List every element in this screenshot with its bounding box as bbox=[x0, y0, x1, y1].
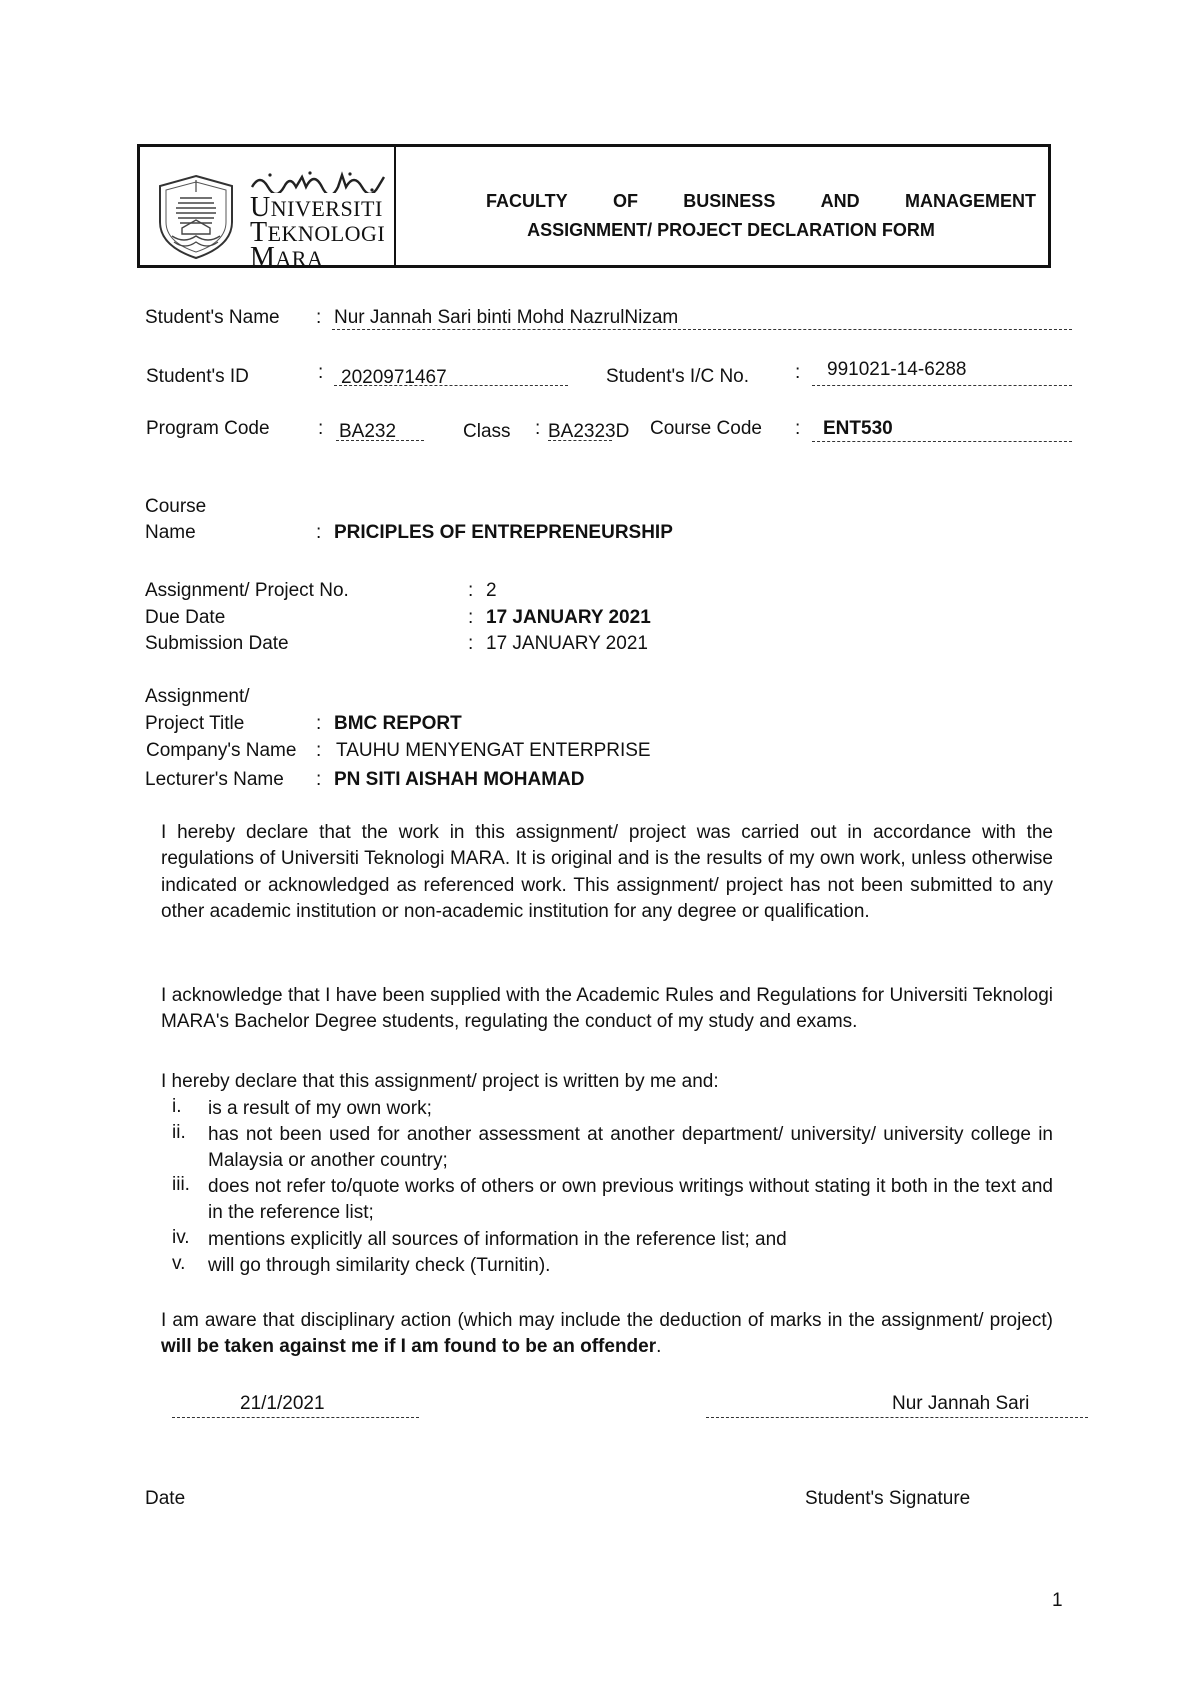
class-line bbox=[548, 440, 612, 441]
logo-line-2: TEKNOLOGI bbox=[250, 217, 386, 248]
student-id-value: 2020971467 bbox=[341, 367, 447, 388]
faculty-word: BUSINESS bbox=[683, 191, 776, 211]
paragraph-4-start: I am aware that disciplinary action (which may include the deduction of marks in the assignment/ project) bbox=[161, 1310, 1053, 1331]
course-code-label: Course Code bbox=[650, 418, 762, 439]
course-code-value: ENT530 bbox=[823, 418, 893, 439]
faculty-word: FACULTY bbox=[486, 191, 568, 211]
list-text: is a result of my own work; bbox=[208, 1098, 432, 1119]
submission-date-value: 17 JANUARY 2021 bbox=[486, 633, 648, 654]
declaration-paragraph-2: I acknowledge that I have been supplied with the Academic Rules and Regulations for Universiti Teknologi MARA's Bachelor Degree students, regulating the conduct of my study and exams. bbox=[161, 985, 1053, 1033]
uitm-crest-icon bbox=[154, 172, 238, 262]
form-title: ASSIGNMENT/ PROJECT DECLARATION FORM bbox=[527, 220, 935, 240]
assignment-no-value: 2 bbox=[486, 580, 497, 601]
class-value: BA2323D bbox=[548, 421, 630, 442]
student-ic-line bbox=[812, 385, 1072, 386]
course-name-label-line1: Course bbox=[145, 496, 207, 517]
student-id-line bbox=[334, 385, 568, 386]
declaration-paragraph-4 bbox=[161, 1308, 1053, 1361]
program-code-line bbox=[336, 440, 424, 441]
list-number: iii. bbox=[172, 1174, 190, 1195]
faculty-word: MANAGEMENT bbox=[904, 191, 1036, 211]
list-text: will go through similarity check (Turnitin). bbox=[208, 1255, 551, 1276]
faculty-title bbox=[486, 191, 1036, 241]
due-date-label: Due Date bbox=[145, 607, 226, 628]
colon: : bbox=[795, 418, 801, 439]
company-name-value: TAUHU MENYENGAT ENTERPRISE bbox=[336, 740, 651, 761]
paragraph-4-end: . bbox=[656, 1336, 662, 1358]
uitm-logo bbox=[140, 147, 396, 273]
colon: : bbox=[316, 769, 322, 790]
colon: : bbox=[316, 307, 322, 328]
declaration-paragraph-3: I hereby declare that this assignment/ project is written by me and: bbox=[161, 1071, 719, 1092]
colon: : bbox=[468, 607, 474, 628]
signature-value: Nur Jannah Sari bbox=[892, 1393, 1030, 1414]
colon: : bbox=[318, 418, 324, 439]
colon: : bbox=[795, 362, 801, 383]
declaration-paragraph-1: I hereby declare that the work in this assignment/ project was carried out in accordance with the regulations of Universiti Teknologi MARA. It is original and is the results of my own work, unless otherwise indicated or acknowledged as referenced work. This assignment/ project has not been submitted to any other academic institution or non-academic institution for any degree or qualification. bbox=[161, 822, 1053, 923]
faculty-word: AND bbox=[820, 191, 860, 211]
submission-date-label: Submission Date bbox=[145, 633, 289, 654]
page-number: 1 bbox=[1052, 1590, 1063, 1611]
lecturer-name-label: Lecturer's Name bbox=[145, 769, 284, 790]
project-title-label-line2: Project Title bbox=[145, 713, 245, 734]
faculty-word: OF bbox=[612, 191, 638, 211]
course-code-line bbox=[812, 441, 1072, 442]
list-number: iv. bbox=[172, 1227, 190, 1248]
program-code-value: BA232 bbox=[339, 421, 397, 442]
colon: : bbox=[318, 362, 324, 383]
jawi-script-icon bbox=[250, 169, 388, 193]
logo-line-3: MARA bbox=[250, 242, 324, 273]
course-name-label-line2: Name bbox=[145, 522, 196, 543]
colon: : bbox=[316, 713, 322, 734]
date-line bbox=[172, 1417, 419, 1418]
course-name-value: PRICIPLES OF ENTREPRENEURSHIP bbox=[334, 522, 673, 543]
student-ic-value: 991021-14-6288 bbox=[827, 359, 967, 380]
faculty-name bbox=[486, 191, 1036, 212]
colon: : bbox=[316, 740, 322, 761]
date-label: Date bbox=[145, 1488, 186, 1509]
header-box bbox=[137, 144, 1051, 273]
list-text: has not been used for another assessment at another department/ university/ university college in Malaysia or another country; bbox=[208, 1124, 1053, 1172]
assignment-no-label: Assignment/ Project No. bbox=[145, 580, 349, 601]
class-label: Class bbox=[463, 421, 511, 442]
signature-line bbox=[706, 1417, 1088, 1418]
student-name-label: Student's Name bbox=[145, 307, 280, 328]
list-text: does not refer to/quote works of others or own previous writings without stating it both in the text and in the reference list; bbox=[208, 1176, 1053, 1224]
colon: : bbox=[468, 633, 474, 654]
colon: : bbox=[468, 580, 474, 601]
student-name-line bbox=[332, 329, 1072, 330]
list-text: mentions explicitly all sources of information in the reference list; and bbox=[208, 1229, 787, 1250]
project-title-value: BMC REPORT bbox=[334, 713, 462, 734]
list-number: v. bbox=[172, 1253, 186, 1274]
student-id-label: Student's ID bbox=[146, 366, 249, 387]
paragraph-4-bold: will be taken against me if I am found to be an offender bbox=[161, 1336, 657, 1358]
logo-line-1: UNIVERSITI bbox=[250, 192, 383, 223]
due-date-value: 17 JANUARY 2021 bbox=[486, 607, 651, 628]
date-value: 21/1/2021 bbox=[240, 1393, 325, 1414]
colon: : bbox=[535, 418, 541, 439]
student-name-value: Nur Jannah Sari binti Mohd NazrulNizam bbox=[334, 307, 679, 328]
program-code-label: Program Code bbox=[146, 418, 270, 439]
list-number: i. bbox=[172, 1096, 182, 1117]
project-title-label-line1: Assignment/ bbox=[145, 686, 250, 707]
signature-label: Student's Signature bbox=[805, 1488, 971, 1509]
colon: : bbox=[316, 522, 322, 543]
lecturer-name-value: PN SITI AISHAH MOHAMAD bbox=[334, 769, 585, 790]
student-ic-label: Student's I/C No. bbox=[606, 366, 750, 387]
company-name-label: Company's Name bbox=[146, 740, 297, 761]
list-number: ii. bbox=[172, 1122, 186, 1143]
